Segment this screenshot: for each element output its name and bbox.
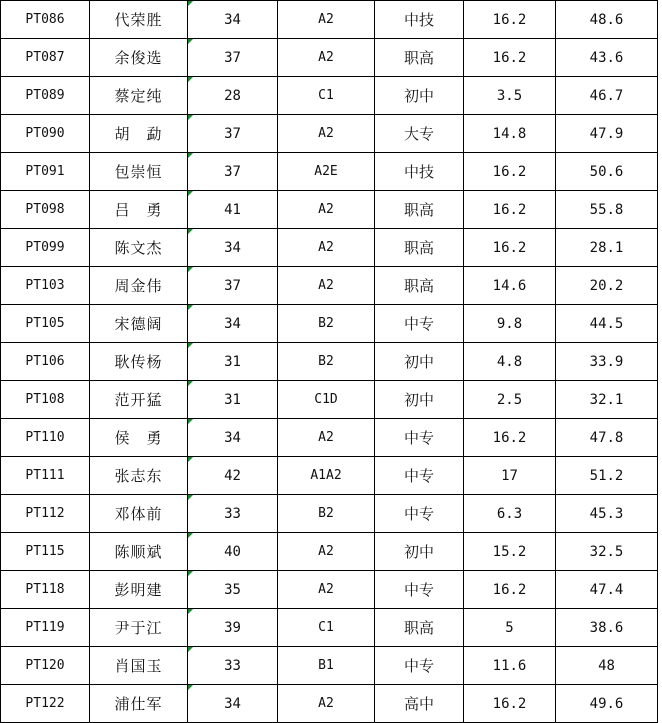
cell-name[interactable]: 张志东 <box>90 457 188 495</box>
cell-years[interactable]: 16.2 <box>464 153 556 191</box>
cell-age[interactable]: 31 <box>188 343 278 381</box>
cell-age[interactable]: 37 <box>188 267 278 305</box>
cell-name[interactable]: 耿传杨 <box>90 343 188 381</box>
cell-years[interactable]: 3.5 <box>464 77 556 115</box>
table-row <box>1 191 658 229</box>
cell-score[interactable]: 48.6 <box>556 1 658 39</box>
cell-code[interactable]: PT119 <box>1 609 90 647</box>
cell-license[interactable]: B2 <box>278 343 375 381</box>
cell-score[interactable]: 45.3 <box>556 495 658 533</box>
cell-years[interactable]: 14.6 <box>464 267 556 305</box>
cell-license[interactable]: A2 <box>278 1 375 39</box>
cell-education[interactable]: 职高 <box>375 609 464 647</box>
cell-education[interactable]: 职高 <box>375 39 464 77</box>
cell-score[interactable]: 28.1 <box>556 229 658 267</box>
cell-education[interactable]: 中专 <box>375 457 464 495</box>
cell-years[interactable]: 16.2 <box>464 685 556 723</box>
cell-education[interactable]: 中专 <box>375 647 464 685</box>
cell-years[interactable]: 17 <box>464 457 556 495</box>
cell-education[interactable]: 中专 <box>375 305 464 343</box>
cell-license[interactable]: A2E <box>278 153 375 191</box>
cell-license[interactable]: A2 <box>278 191 375 229</box>
cell-name[interactable]: 邓体前 <box>90 495 188 533</box>
cell-code[interactable]: PT118 <box>1 571 90 609</box>
cell-age[interactable]: 34 <box>188 419 278 457</box>
table-row <box>1 647 658 685</box>
table-row <box>1 533 658 571</box>
table-row <box>1 343 658 381</box>
cell-name[interactable]: 浦仕军 <box>90 685 188 723</box>
cell-license[interactable]: A2 <box>278 533 375 571</box>
cell-license[interactable]: A2 <box>278 571 375 609</box>
cell-age[interactable]: 40 <box>188 533 278 571</box>
cell-score[interactable]: 46.7 <box>556 77 658 115</box>
cell-education[interactable]: 职高 <box>375 229 464 267</box>
cell-years[interactable]: 11.6 <box>464 647 556 685</box>
cell-age[interactable]: 41 <box>188 191 278 229</box>
cell-code[interactable]: PT089 <box>1 77 90 115</box>
cell-code[interactable]: PT087 <box>1 39 90 77</box>
table-row <box>1 1 658 39</box>
cell-years[interactable]: 2.5 <box>464 381 556 419</box>
cell-license[interactable]: C1D <box>278 381 375 419</box>
cell-code[interactable]: PT099 <box>1 229 90 267</box>
cell-score[interactable]: 48 <box>556 647 658 685</box>
cell-license[interactable]: B2 <box>278 305 375 343</box>
cell-age[interactable]: 34 <box>188 229 278 267</box>
cell-name[interactable]: 代荣胜 <box>90 1 188 39</box>
cell-name[interactable]: 陈顺斌 <box>90 533 188 571</box>
cell-score[interactable]: 20.2 <box>556 267 658 305</box>
cell-years[interactable]: 16.2 <box>464 191 556 229</box>
cell-age[interactable]: 37 <box>188 153 278 191</box>
cell-years[interactable]: 9.8 <box>464 305 556 343</box>
cell-score[interactable]: 33.9 <box>556 343 658 381</box>
cell-name[interactable]: 吕 勇 <box>90 191 188 229</box>
cell-years[interactable]: 15.2 <box>464 533 556 571</box>
cell-education[interactable]: 中技 <box>375 1 464 39</box>
cell-age[interactable]: 33 <box>188 495 278 533</box>
cell-name[interactable]: 尹于江 <box>90 609 188 647</box>
cell-years[interactable]: 16.2 <box>464 419 556 457</box>
cell-education[interactable]: 中专 <box>375 495 464 533</box>
cell-education[interactable]: 初中 <box>375 381 464 419</box>
cell-education[interactable]: 职高 <box>375 267 464 305</box>
cell-education[interactable]: 初中 <box>375 343 464 381</box>
cell-age[interactable]: 37 <box>188 39 278 77</box>
cell-code[interactable]: PT086 <box>1 1 90 39</box>
cell-name[interactable]: 彭明建 <box>90 571 188 609</box>
table-row <box>1 571 658 609</box>
cell-name[interactable]: 包崇恒 <box>90 153 188 191</box>
cell-education[interactable]: 初中 <box>375 533 464 571</box>
cell-license[interactable]: A2 <box>278 229 375 267</box>
cell-license[interactable]: A2 <box>278 267 375 305</box>
table-row <box>1 495 658 533</box>
cell-age[interactable]: 34 <box>188 1 278 39</box>
cell-years[interactable]: 16.2 <box>464 39 556 77</box>
cell-years[interactable]: 6.3 <box>464 495 556 533</box>
table-row <box>1 229 658 267</box>
cell-license[interactable]: A2 <box>278 115 375 153</box>
cell-code[interactable]: PT111 <box>1 457 90 495</box>
cell-code[interactable]: PT120 <box>1 647 90 685</box>
cell-code[interactable]: PT105 <box>1 305 90 343</box>
cell-education[interactable]: 职高 <box>375 191 464 229</box>
cell-name[interactable]: 余俊选 <box>90 39 188 77</box>
cell-name[interactable]: 蔡定纯 <box>90 77 188 115</box>
cell-code[interactable]: PT110 <box>1 419 90 457</box>
cell-years[interactable]: 16.2 <box>464 571 556 609</box>
cell-score[interactable]: 50.6 <box>556 153 658 191</box>
cell-code[interactable]: PT103 <box>1 267 90 305</box>
cell-score[interactable]: 43.6 <box>556 39 658 77</box>
table-row <box>1 115 658 153</box>
cell-name[interactable]: 胡 勐 <box>90 115 188 153</box>
cell-license[interactable]: C1 <box>278 609 375 647</box>
cell-code[interactable]: PT091 <box>1 153 90 191</box>
cell-age[interactable]: 37 <box>188 115 278 153</box>
cell-education[interactable]: 中专 <box>375 419 464 457</box>
cell-name[interactable]: 周金伟 <box>90 267 188 305</box>
cell-age[interactable]: 35 <box>188 571 278 609</box>
cell-age[interactable]: 39 <box>188 609 278 647</box>
cell-score[interactable]: 47.8 <box>556 419 658 457</box>
cell-code[interactable]: PT122 <box>1 685 90 723</box>
cell-code[interactable]: PT112 <box>1 495 90 533</box>
cell-name[interactable]: 宋德阔 <box>90 305 188 343</box>
cell-code[interactable]: PT090 <box>1 115 90 153</box>
cell-code[interactable]: PT108 <box>1 381 90 419</box>
roster-body <box>1 1 658 723</box>
cell-name[interactable]: 陈文杰 <box>90 229 188 267</box>
cell-education[interactable]: 初中 <box>375 77 464 115</box>
cell-age[interactable]: 31 <box>188 381 278 419</box>
table-row <box>1 39 658 77</box>
cell-license[interactable]: B1 <box>278 647 375 685</box>
cell-score[interactable]: 51.2 <box>556 457 658 495</box>
cell-age[interactable]: 33 <box>188 647 278 685</box>
cell-years[interactable]: 16.2 <box>464 229 556 267</box>
cell-license[interactable]: A2 <box>278 419 375 457</box>
cell-years[interactable]: 5 <box>464 609 556 647</box>
cell-years[interactable]: 16.2 <box>464 1 556 39</box>
cell-score[interactable]: 55.8 <box>556 191 658 229</box>
cell-score[interactable]: 49.6 <box>556 685 658 723</box>
cell-license[interactable]: C1 <box>278 77 375 115</box>
cell-license[interactable]: A1A2 <box>278 457 375 495</box>
table-row <box>1 267 658 305</box>
cell-score[interactable]: 32.5 <box>556 533 658 571</box>
cell-age[interactable]: 28 <box>188 77 278 115</box>
cell-education[interactable]: 中专 <box>375 571 464 609</box>
table-row <box>1 153 658 191</box>
table-row <box>1 381 658 419</box>
cell-age[interactable]: 34 <box>188 685 278 723</box>
cell-score[interactable]: 44.5 <box>556 305 658 343</box>
cell-code[interactable]: PT098 <box>1 191 90 229</box>
cell-education[interactable]: 中技 <box>375 153 464 191</box>
cell-score[interactable]: 38.6 <box>556 609 658 647</box>
cell-name[interactable]: 侯 勇 <box>90 419 188 457</box>
table-row <box>1 609 658 647</box>
cell-code[interactable]: PT106 <box>1 343 90 381</box>
table-row <box>1 457 658 495</box>
table-row <box>1 685 658 723</box>
cell-years[interactable]: 4.8 <box>464 343 556 381</box>
cell-score[interactable]: 47.9 <box>556 115 658 153</box>
cell-license[interactable]: A2 <box>278 685 375 723</box>
table-row <box>1 419 658 457</box>
cell-score[interactable]: 32.1 <box>556 381 658 419</box>
cell-name[interactable]: 肖国玉 <box>90 647 188 685</box>
cell-name[interactable]: 范开猛 <box>90 381 188 419</box>
cell-license[interactable]: B2 <box>278 495 375 533</box>
cell-score[interactable]: 47.4 <box>556 571 658 609</box>
cell-age[interactable]: 42 <box>188 457 278 495</box>
table-row <box>1 305 658 343</box>
cell-years[interactable]: 14.8 <box>464 115 556 153</box>
cell-code[interactable]: PT115 <box>1 533 90 571</box>
table-row <box>1 77 658 115</box>
cell-age[interactable]: 34 <box>188 305 278 343</box>
cell-license[interactable]: A2 <box>278 39 375 77</box>
cell-education[interactable]: 大专 <box>375 115 464 153</box>
cell-education[interactable]: 高中 <box>375 685 464 723</box>
